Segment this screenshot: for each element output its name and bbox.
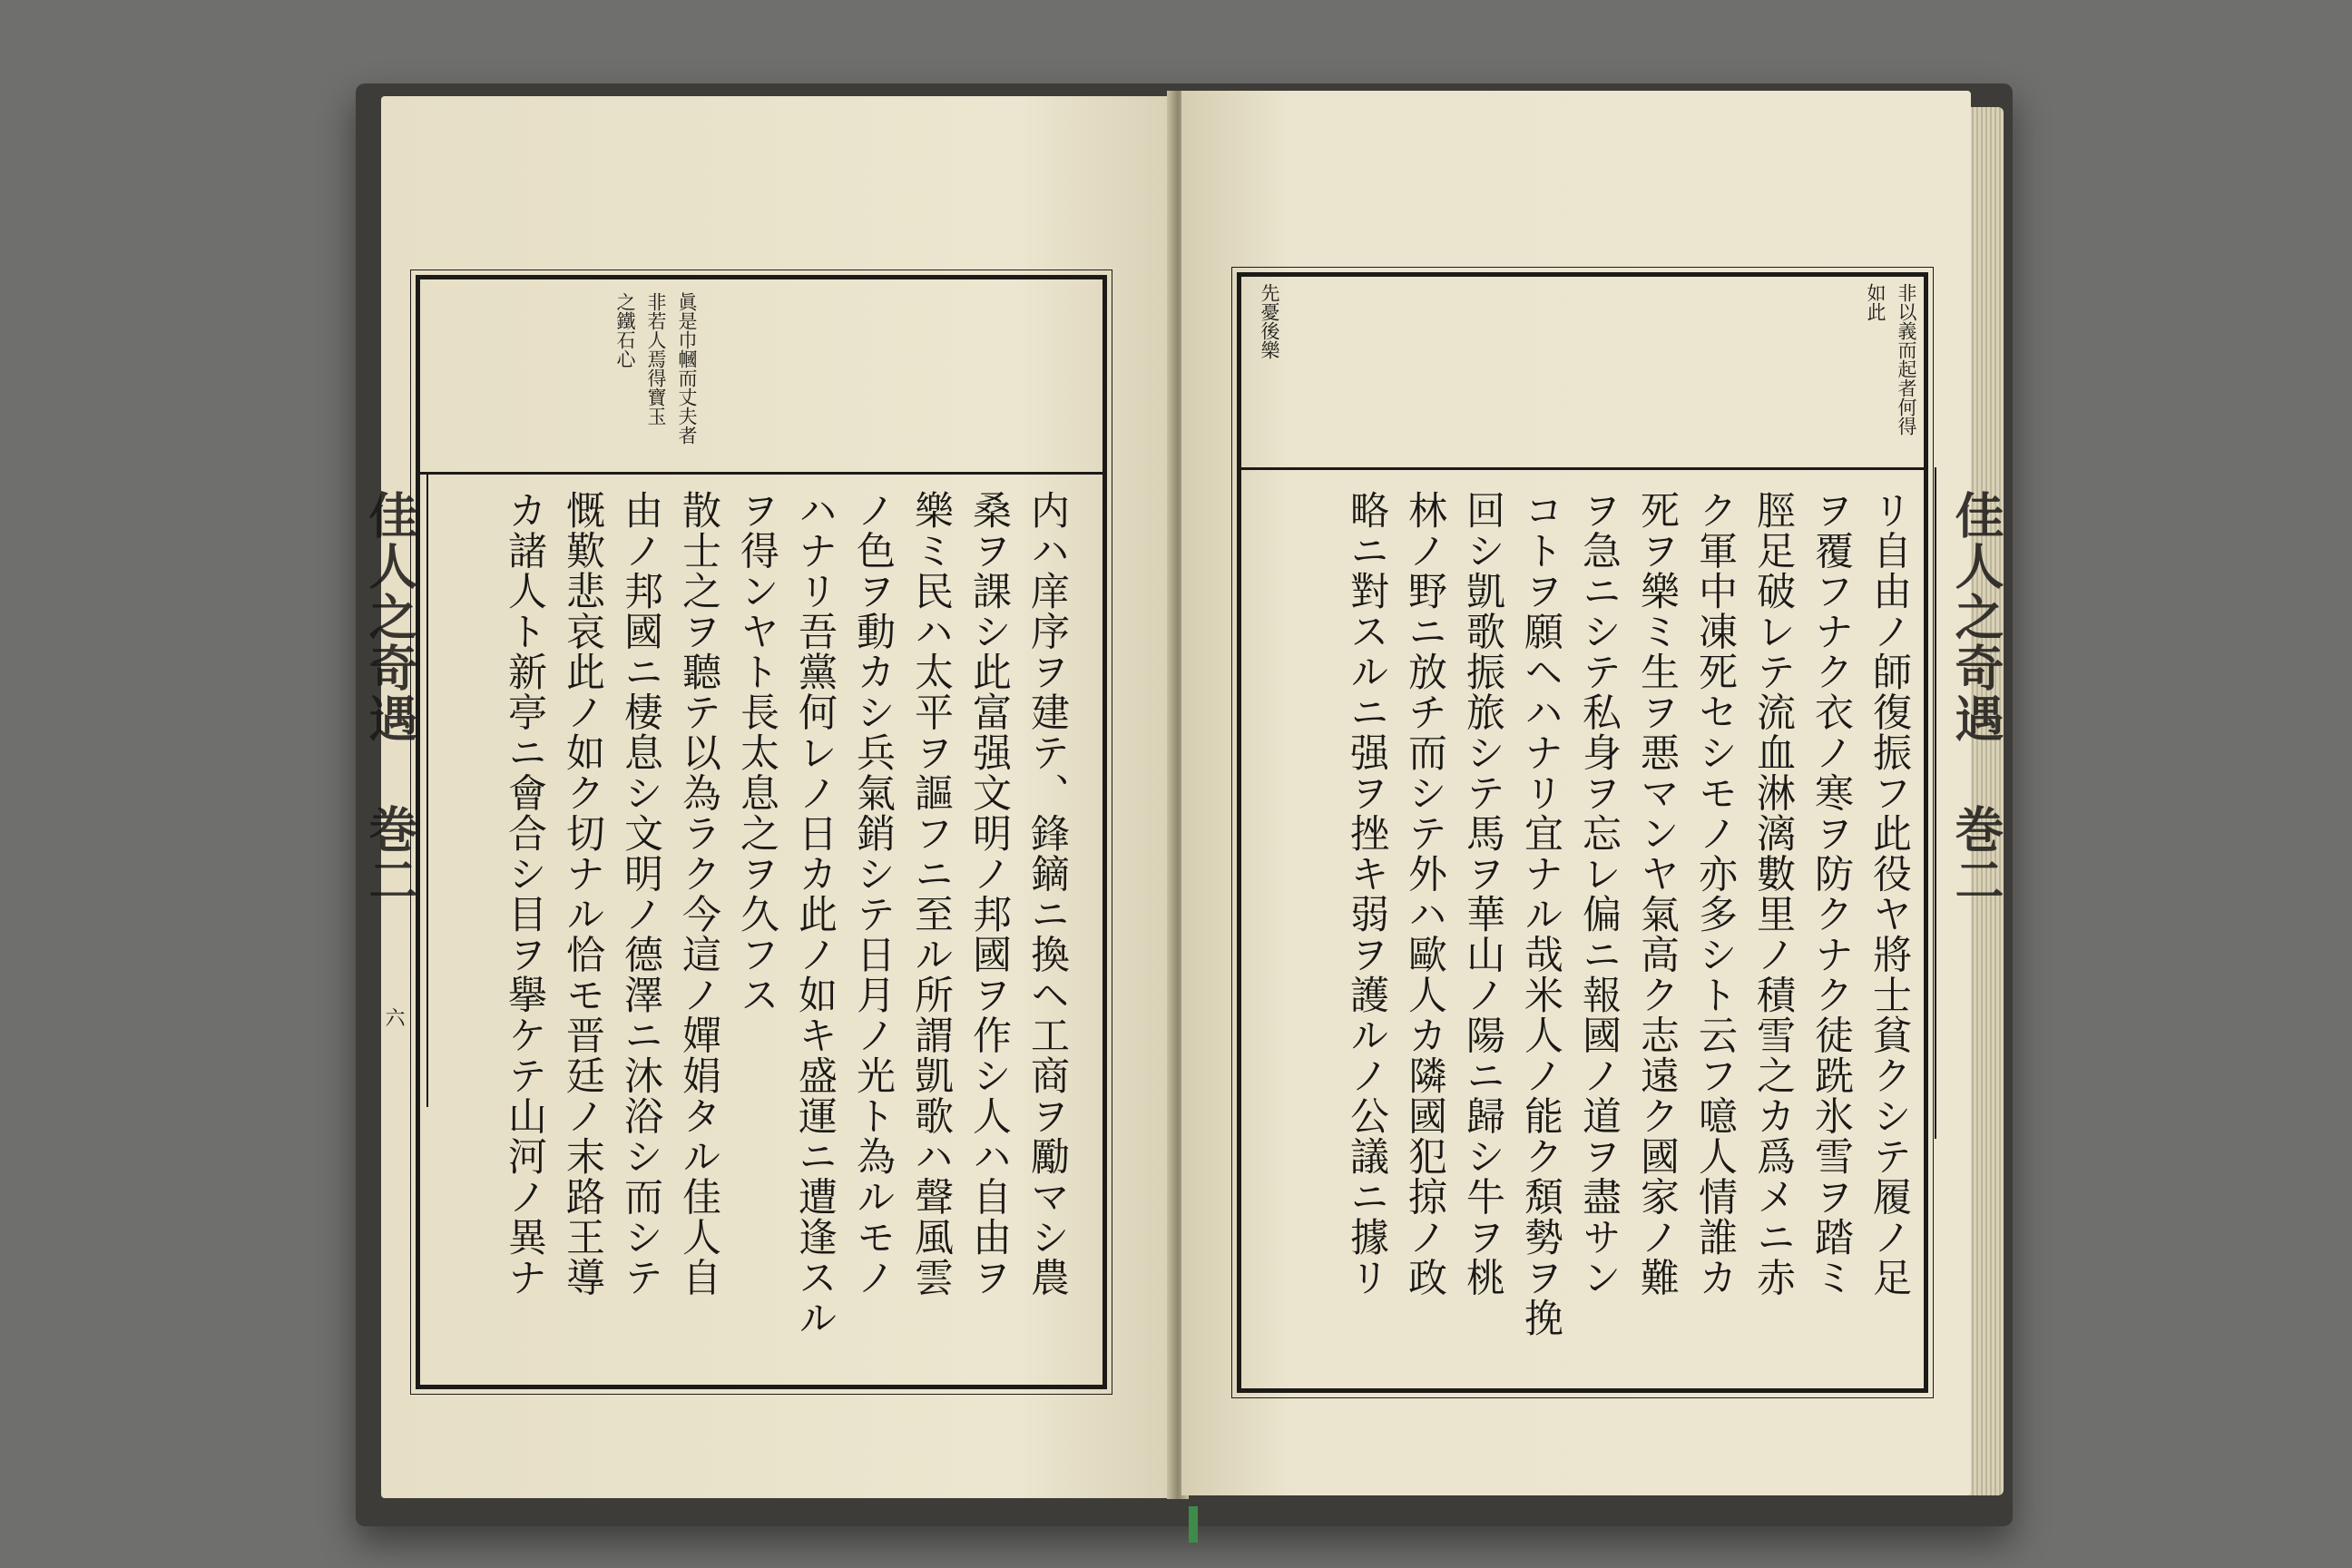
left-column-5: ハナリ吾黨何レノ日カ此ノ如キ盛運ニ遭逢スル [792,490,838,1338]
left-headnote-divider [416,472,1107,475]
right-column-2: ヲ覆フナク衣ノ寒ヲ防クナク徒跣氷雪ヲ踏ミ [1808,490,1854,1298]
right-headnote-a-line-1: 非以義而起者何得 [1896,283,1917,436]
left-headnote-line-2: 非若人焉得寶玉 [645,292,667,426]
right-column-10: 略ニ對スルニ强ヲ挫キ弱ヲ護ルノ公議ニ據リ [1344,490,1389,1298]
left-column-4: ノ色ヲ動カシ兵氣銷シテ日月ノ光ト為ルモノ [850,490,896,1298]
right-column-6: ヲ急ニシテ私身ヲ忘レ偏ニ報國ノ道ヲ盡サン [1576,490,1622,1298]
right-column-7: コトヲ願ヘハナリ宜ナル哉米人ノ能ク頽勢ヲ挽 [1518,490,1563,1338]
right-headnote-b: 先憂後樂 [1259,283,1280,359]
left-column-6: ヲ得ンヤト長太息之ヲ久フス [734,490,779,1015]
left-headnote-line-3: 之鐵石心 [614,292,636,368]
right-column-8: 回シ凱歌振旅シテ馬ヲ華山ノ陽ニ歸シ牛ヲ桃 [1460,490,1505,1298]
left-column-1: 内ハ庠序ヲ建テ、鋒鏑ニ換ヘ工商ヲ勵マシ農 [1024,490,1070,1298]
left-column-8: 由ノ邦國ニ棲息シ文明ノ德澤ニ沐浴シ而シテ [618,490,663,1298]
bookmark-ribbon [1189,1506,1198,1543]
left-spine-title: 佳人之奇遇 巻二 [361,490,419,906]
right-column-5: 死ヲ樂ミ生ヲ悪マンヤ氣高ク志遠ク國家ノ難 [1634,490,1680,1298]
left-column-10: カ諸人ト新亭ニ會合シ目ヲ擧ケテ山河ノ異ナ [502,490,547,1298]
left-column-3: 樂ミ民ハ太平ヲ謳フニ至ル所謂凱歌ハ聲風雲 [908,490,954,1298]
right-headnote-a-line-2: 如此 [1865,283,1886,321]
left-column-7: 散士之ヲ聽テ以為ラク今這ノ嬋娟タル佳人自 [676,490,721,1298]
right-column-3: 脛足破レテ流血淋漓數里ノ積雪之カ爲メニ赤 [1750,490,1796,1298]
left-column-2: 桑ヲ課シ此富强文明ノ邦國ヲ作シ人ハ自由ヲ [966,490,1012,1298]
left-folio: 六 [382,1007,405,1027]
right-column-1: リ自由ノ師復振フ此役ヤ將士貧クシテ履ノ足 [1867,490,1912,1298]
left-headnote-line-1: 眞是巾幗而丈夫者 [676,292,698,445]
right-column-4: ク軍中凍死セシモノ亦多シト云フ噫人情誰カ [1692,490,1738,1298]
right-column-9: 林ノ野ニ放チ而シテ外ハ歐人カ隣國犯掠ノ政 [1402,490,1447,1298]
left-column-9: 慨歎悲哀此ノ如ク切ナル恰モ晋廷ノ末路王導 [560,490,605,1298]
right-spine-title: 佳人之奇遇 巻二 [1947,490,2005,906]
right-headnote-divider [1237,467,1928,470]
